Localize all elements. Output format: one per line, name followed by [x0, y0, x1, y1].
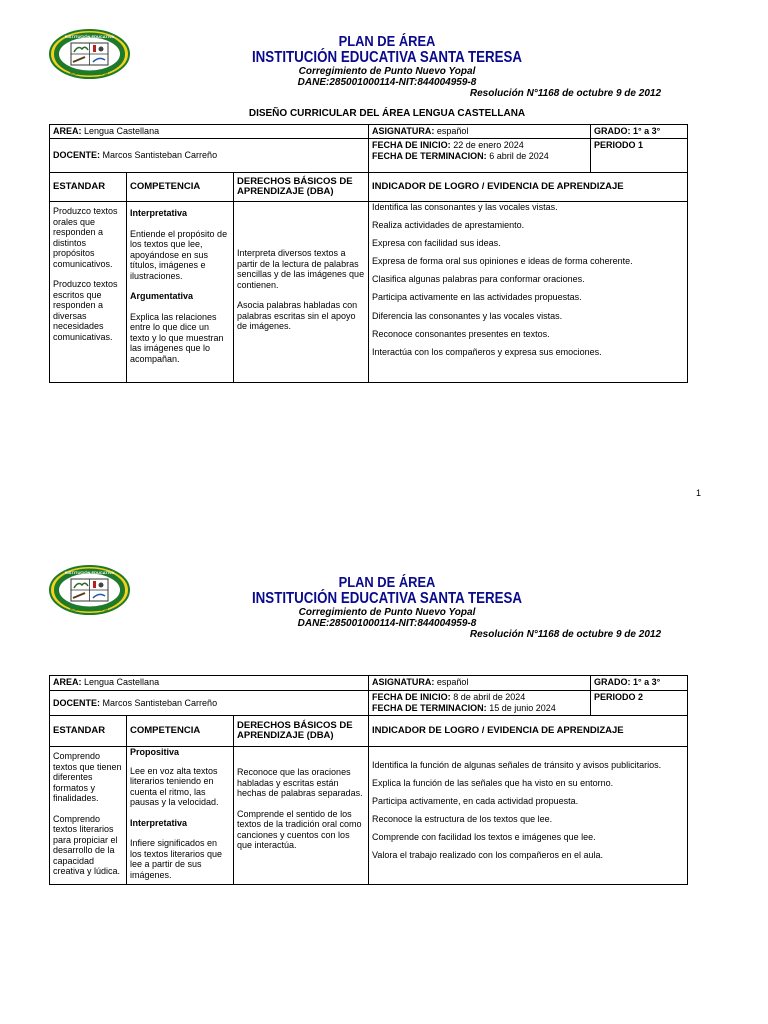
fecha-inicio-value: 22 de enero 2024	[453, 140, 524, 150]
document-header	[180, 33, 661, 99]
curriculum-table-period-1	[49, 124, 688, 383]
table-row: AREA: Lengua Castellana ASIGNATURA: español GRADO: 1° a 3°	[50, 676, 688, 691]
estandar-item: Comprendo textos que tienen diferentes formatos y finalidades.	[53, 751, 122, 803]
periodo-label: PERIODO 2	[591, 691, 688, 716]
indicador-item: Reconoce consonantes presentes en textos.	[372, 328, 550, 339]
asignatura-value: español	[436, 126, 469, 136]
indicador-item: Reconoce la estructura de los textos que lee.	[372, 814, 553, 825]
asignatura-value: español	[436, 677, 469, 687]
institution-name: INSTITUCIÓN EDUCATIVA SANTA TERESA	[251, 49, 523, 66]
svg-text:INSTITUCIÓN EDUCATIVA: INSTITUCIÓN EDUCATIVA	[64, 34, 115, 39]
header-resolution: Resolución N°1168 de octubre 9 de 2012	[469, 88, 661, 99]
docente-value: Marcos Santisteban Carreño	[102, 150, 218, 161]
curriculum-table-period-2	[49, 675, 688, 885]
indicador-item: Expresa de forma oral sus opiniones e ideas de forma coherente.	[372, 256, 633, 267]
institution-name: INSTITUCIÓN EDUCATIVA SANTA TERESA	[251, 590, 523, 607]
indicador-item: Participa activamente, en cada actividad propuesta.	[372, 796, 579, 807]
competencia-title: Interpretativa	[130, 817, 188, 828]
grado-value: 1° a 3°	[633, 677, 661, 687]
page-2	[0, 540, 768, 1024]
competencia-text: Lee en voz alta textos literarios teniendo en cuenta el ritmo, las pausas y la velocidad.	[130, 765, 219, 807]
indicador-item: Realiza actividades de aprestamiento.	[372, 220, 525, 231]
page-number: 1	[696, 488, 702, 498]
indicador-item: Explica la función de las señales que ha visto en su entorno.	[372, 778, 614, 789]
table-row: DOCENTE: Marcos Santisteban Carreño FECHA DE INICIO: 8 de abril de 2024 FECHA DE TERMINACION: 15 de junio 2024 PERIODO 2	[50, 691, 688, 716]
document-header	[180, 574, 661, 640]
school-seal-logo	[49, 29, 130, 79]
indicador-item: Identifica las consonantes y las vocales vistas.	[372, 202, 558, 212]
header-location: Corregimiento de Punto Nuevo Yopal	[298, 66, 476, 77]
dba-item: Asocia palabras habladas con palabras escritas sin el apoyo de imágenes.	[237, 300, 358, 331]
competencia-title: Propositiva	[130, 747, 180, 757]
indicador-item: Clasifica algunas palabras para conformar oraciones.	[372, 274, 585, 285]
fecha-terminacion-value: 6 abril de 2024	[489, 150, 549, 161]
dba-item: Comprende el sentido de los textos de la tradición oral como canciones y cuentos con los que interactúa.	[237, 808, 362, 850]
competencia-title: Argumentativa	[130, 291, 194, 301]
indicador-item: Interactúa con los compañeros y expresa sus emociones.	[372, 346, 602, 357]
competencia-text: Entiende el propósito de los textos que lee, apoyándose en sus títulos, imágenes e ilustraciones.	[130, 228, 228, 281]
estandar-item: Comprendo textos literarios para propiciar el desarrollo de la capacidad creativa y lúdica.	[53, 813, 121, 876]
indicador-item: Identifica la función de algunas señales de tránsito y avisos publicitarios.	[372, 760, 662, 770]
school-seal-logo	[49, 565, 130, 615]
indicador-item: Diferencia las consonantes y las vocales vistas.	[372, 310, 563, 321]
area-value: Lengua Castellana	[84, 677, 160, 687]
fecha-inicio-value: 8 de abril de 2024	[453, 692, 526, 702]
curriculum-title: DISEÑO CURRICULAR DEL ÁREA LENGUA CASTELLANA	[248, 108, 526, 119]
docente-value: Marcos Santisteban Carreño	[102, 697, 218, 708]
competencia-text: Infiere significados en los textos literarios que lee a partir de sus imágenes.	[130, 838, 223, 880]
header-resolution: Resolución N°1168 de octubre 9 de 2012	[469, 629, 661, 640]
svg-text:INSTITUCIÓN EDUCATIVA: INSTITUCIÓN EDUCATIVA	[64, 570, 115, 575]
header-location: Corregimiento de Punto Nuevo Yopal	[298, 607, 476, 618]
indicador-item: Expresa con facilidad sus ideas.	[372, 238, 501, 249]
table-row: DOCENTE: Marcos Santisteban Carreño FECHA DE INICIO: 22 de enero 2024 FECHA DE TERMINACION: 6 abril de 2024 PERIODO 1	[50, 139, 688, 173]
table-row: ESTANDAR COMPETENCIA DERECHOS BÁSICOS DE APRENDIZAJE (DBA) INDICADOR DE LOGRO / EVIDENCIA DE APRENDIZAJE	[50, 173, 688, 202]
table-row	[50, 747, 688, 885]
table-row: AREA: Lengua Castellana ASIGNATURA: español GRADO: 1° a 3°	[50, 125, 688, 139]
estandar-item: Produzco textos orales que responden a distintos propósitos comunicativos.	[53, 206, 118, 269]
plan-title: PLAN DE ÁREA	[338, 33, 436, 50]
periodo-label: PERIODO 1	[591, 139, 688, 173]
table-row	[50, 202, 688, 383]
grado-value: 1° a 3°	[633, 126, 661, 136]
indicador-item: Comprende con facilidad los textos e imágenes que lee.	[372, 832, 596, 843]
fecha-terminacion-value: 15 de junio 2024	[489, 702, 556, 713]
plan-title: PLAN DE ÁREA	[338, 574, 436, 591]
dba-item: Reconoce que las oraciones habladas y escritas están hechas de palabras separadas.	[237, 767, 363, 798]
competencia-title: Interpretativa	[130, 208, 188, 218]
area-value: Lengua Castellana	[84, 126, 160, 136]
estandar-item: Produzco textos escritos que responden a diversas necesidades comunicativas.	[53, 279, 118, 342]
dba-item: Interpreta diversos textos a partir de la lectura de palabras sencillas y de las imágenes que contienen.	[237, 248, 365, 290]
header-dane-nit: DANE:285001000114-NIT:844004959-8	[297, 618, 477, 629]
indicador-item: Valora el trabajo realizado con los compañeros en el aula.	[372, 850, 603, 861]
competencia-text: Explica las relaciones entre lo que dice un texto y lo que muestran las imágenes que lo acompañan.	[130, 311, 224, 364]
svg-text:PUNTO NUEVO YOPAL: PUNTO NUEVO YOPAL	[69, 608, 110, 612]
svg-text:PUNTO NUEVO YOPAL: PUNTO NUEVO YOPAL	[69, 72, 110, 76]
indicador-item: Participa activamente en las actividades propuestas.	[372, 292, 582, 303]
table-row: ESTANDAR COMPETENCIA DERECHOS BÁSICOS DE APRENDIZAJE (DBA) INDICADOR DE LOGRO / EVIDENCIA DE APRENDIZAJE	[50, 716, 688, 747]
header-dane-nit: DANE:285001000114-NIT:844004959-8	[297, 77, 477, 88]
